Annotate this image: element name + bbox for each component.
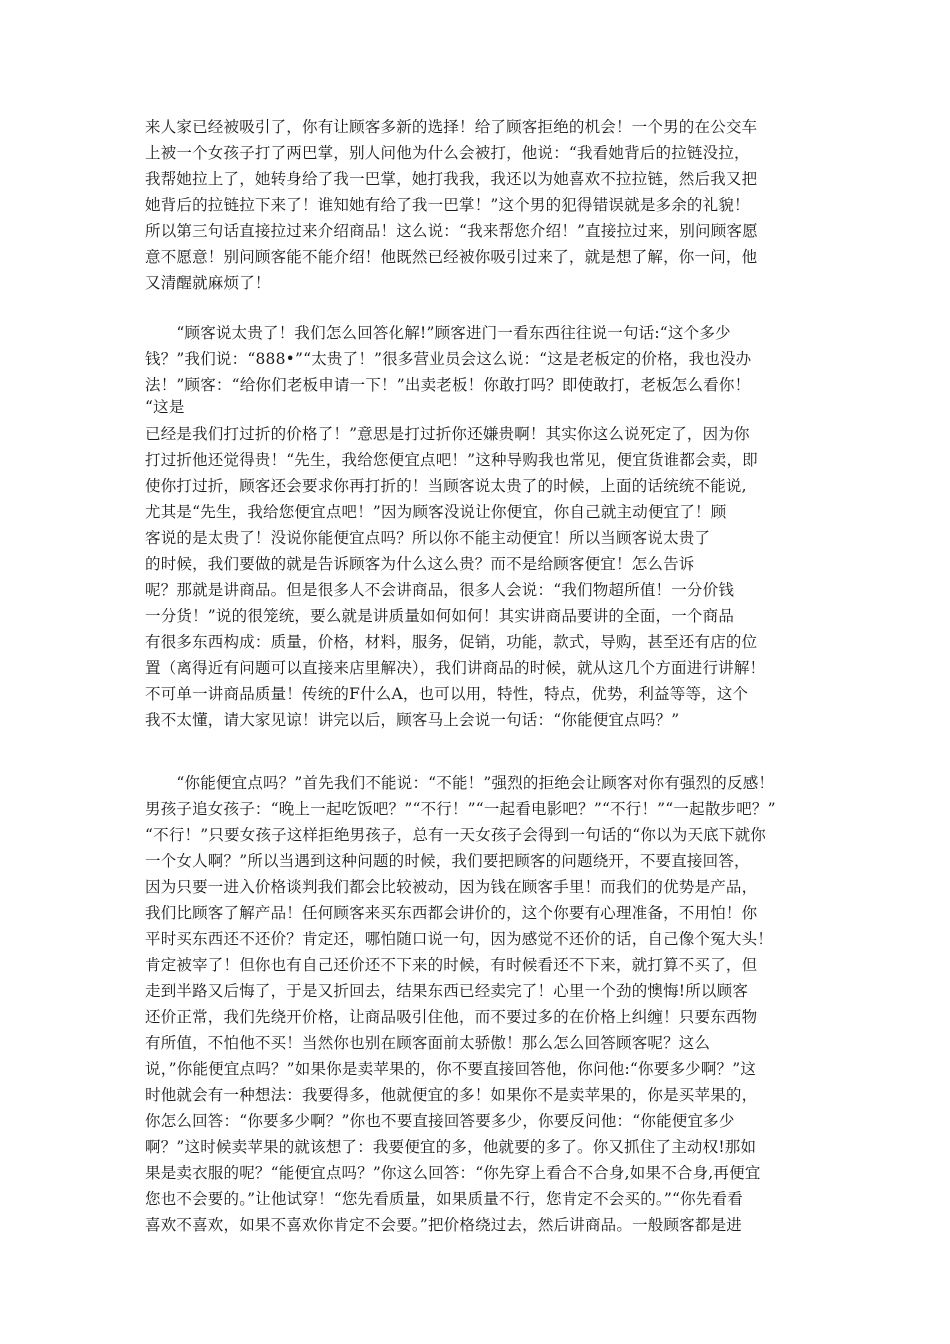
text-line: 所以第三句话直接拉过来介绍商品！这么说：“我来帮您介绍！”直接拉过来，别问顾客愿 (145, 222, 758, 240)
text-line: 来人家已经被吸引了，你有让顾客多新的选择！给了顾客拒绝的机会！一个男的在公交车 (145, 118, 758, 136)
text-line: 钱？”我们说：“888•”“太贵了！”很多营业员会这么说：“这是老板定的价格，我也没办 (145, 350, 752, 368)
text-line: 又清醒就麻烦了！ (145, 274, 271, 292)
text-line: 客说的是太贵了！没说你能便宜点吗？所以你不能主动便宜！所以当顾客说太贵了 (145, 529, 711, 547)
text-line: 平时买东西还不还价？肯定还，哪怕随口说一句，因为感觉不还价的话，自己像个冤大头！ (145, 930, 774, 948)
text-line: 我们比顾客了解产品！任何顾客来买东西都会讲价的，这个你要有心理准备，不用怕！你 (145, 904, 758, 922)
text-line: 已经是我们打过折的价格了！”意思是打过折你还嫌贵啊！其实你这么说死定了，因为你 (145, 425, 750, 443)
text-line: 男孩子追女孩子：“晚上一起吃饭吧？”“不行！”“一起看电影吧？”“不行！”“一起散步吧？” (145, 800, 776, 818)
text-line: 法！”顾客：“给你们老板申请一下！”出卖老板！你敢打吗？即使敢打，老板怎么看你！ (145, 376, 751, 394)
text-line: 她背后的拉链拉下来了！谁知她有给了我一巴掌！”这个男的犯得错误就是多余的礼貌！ (145, 196, 750, 214)
text-line: 有所值，不怕他不买！当然你也别在顾客面前太骄傲！那么怎么回答顾客呢？这么 (145, 1034, 711, 1052)
text-line: 时他就会有一种想法：我要得多，他就便宜的多！如果你不是卖苹果的，你是买苹果的， (145, 1086, 758, 1104)
text-line: 的时候，我们要做的就是告诉顾客为什么这么贵？而不是给顾客便宜！怎么告诉 (145, 555, 695, 573)
text-line: 你怎么回答：“你要多少啊？”你也不要直接回答要多少，你要反问他：“你能便宜多少 (145, 1112, 735, 1130)
text-line: 上被一个女孩子打了两巴掌，别人问他为什么会被打，他说：“我看她背后的拉链没拉， (145, 144, 750, 162)
text-line: 我帮她拉上了，她转身给了我一巴掌，她打我我，我还以为她喜欢不拉拉链，然后我又把 (145, 170, 758, 188)
text-line: 啊？”这时候卖苹果的就该想了：我要便宜的多，他就要的多了。你又抓住了主动权!那如 (145, 1138, 757, 1156)
text-line: 使你打过折，顾客还会要求你再打折的！当顾客说太贵了的时候，上面的话统统不能说, (145, 477, 747, 495)
text-line: “顾客说太贵了！我们怎么回答化解!”顾客进门一看东西往往说一句话:“这个多少 (145, 324, 731, 342)
text-line: 我不太懂，请大家见谅！讲完以后，顾客马上会说一句话：“你能便宜点吗？” (145, 711, 680, 729)
text-line: “你能便宜点吗？”首先我们不能说：“不能！”强烈的拒绝会让顾客对你有强烈的反感！ (145, 774, 775, 792)
text-line: “这是 (145, 398, 185, 416)
text-line: 肯定被宰了！但你也有自己还价还不下来的时候，有时候看还不下来，就打算不买了，但 (145, 956, 758, 974)
text-line: 尤其是“先生，我给您便宜点吧！”因为顾客没说让你便宜，你自己就主动便宜了！顾 (145, 503, 727, 521)
text-line: “不行！”只要女孩子这样拒绝男孩子，总有一天女孩子会得到一句话的“你以为天底下就你 (145, 826, 766, 844)
text-line: 有很多东西构成：质量，价格，材料，服务，促销，功能，款式，导购，甚至还有店的位 (145, 633, 758, 651)
text-line: 一分货！”说的很笼统，要么就是讲质量如何如何！其实讲商品要讲的全面，一个商品 (145, 607, 735, 625)
text-line: 置（离得近有问题可以直接来店里解决），我们讲商品的时候，就从这几个方面进行讲解！ (145, 659, 766, 677)
text-line: 走到半路又后悔了，于是又折回去，结果东西已经卖完了！心里一个劲的懊悔!所以顾客 (145, 982, 749, 1000)
text-line: 您也不会要的。”让他试穿！“您先看质量，如果质量不行，您肯定不会买的。”“你先看看 (145, 1190, 743, 1208)
text-line: 呢？那就是讲商品。但是很多人不会讲商品，很多人会说：“我们物超所值！一分价钱 (145, 581, 735, 599)
text-line: 打过折他还觉得贵！“先生，我给您便宜点吧！”这种导购我也常见，便宜货谁都会卖，即 (145, 451, 758, 469)
text-line: 还价正常，我们先绕开价格，让商品吸引住他，而不要过多的在价格上纠缠！只要东西物 (145, 1008, 758, 1026)
text-line: 一个女人啊？”所以当遇到这种问题的时候，我们要把顾客的问题绕开，不要直接回答， (145, 852, 750, 870)
text-line: 因为只要一进入价格谈判我们都会比较被动，因为钱在顾客手里！而我们的优势是产品， (145, 878, 758, 896)
text-line: 意不愿意！别问顾客能不能介绍！他既然已经被你吸引过来了，就是想了解，你一问，他 (145, 248, 758, 266)
text-line: 说，”你能便宜点吗？”如果你是卖苹果的，你不要直接回答他，你问他:“你要多少啊？”这 (145, 1060, 757, 1078)
text-line: 喜欢不喜欢，如果不喜欢你肯定不会要。”把价格绕过去，然后讲商品。一般顾客都是进 (145, 1216, 742, 1234)
text-line: 不可单一讲商品质量！传统的F什么A，也可以用，特性，特点，优势，利益等等，这个 (145, 685, 749, 703)
text-line: 果是卖衣服的呢？“能便宜点吗？”你这么回答：“你先穿上看合不合身,如果不合身,再便宜 (145, 1164, 761, 1182)
